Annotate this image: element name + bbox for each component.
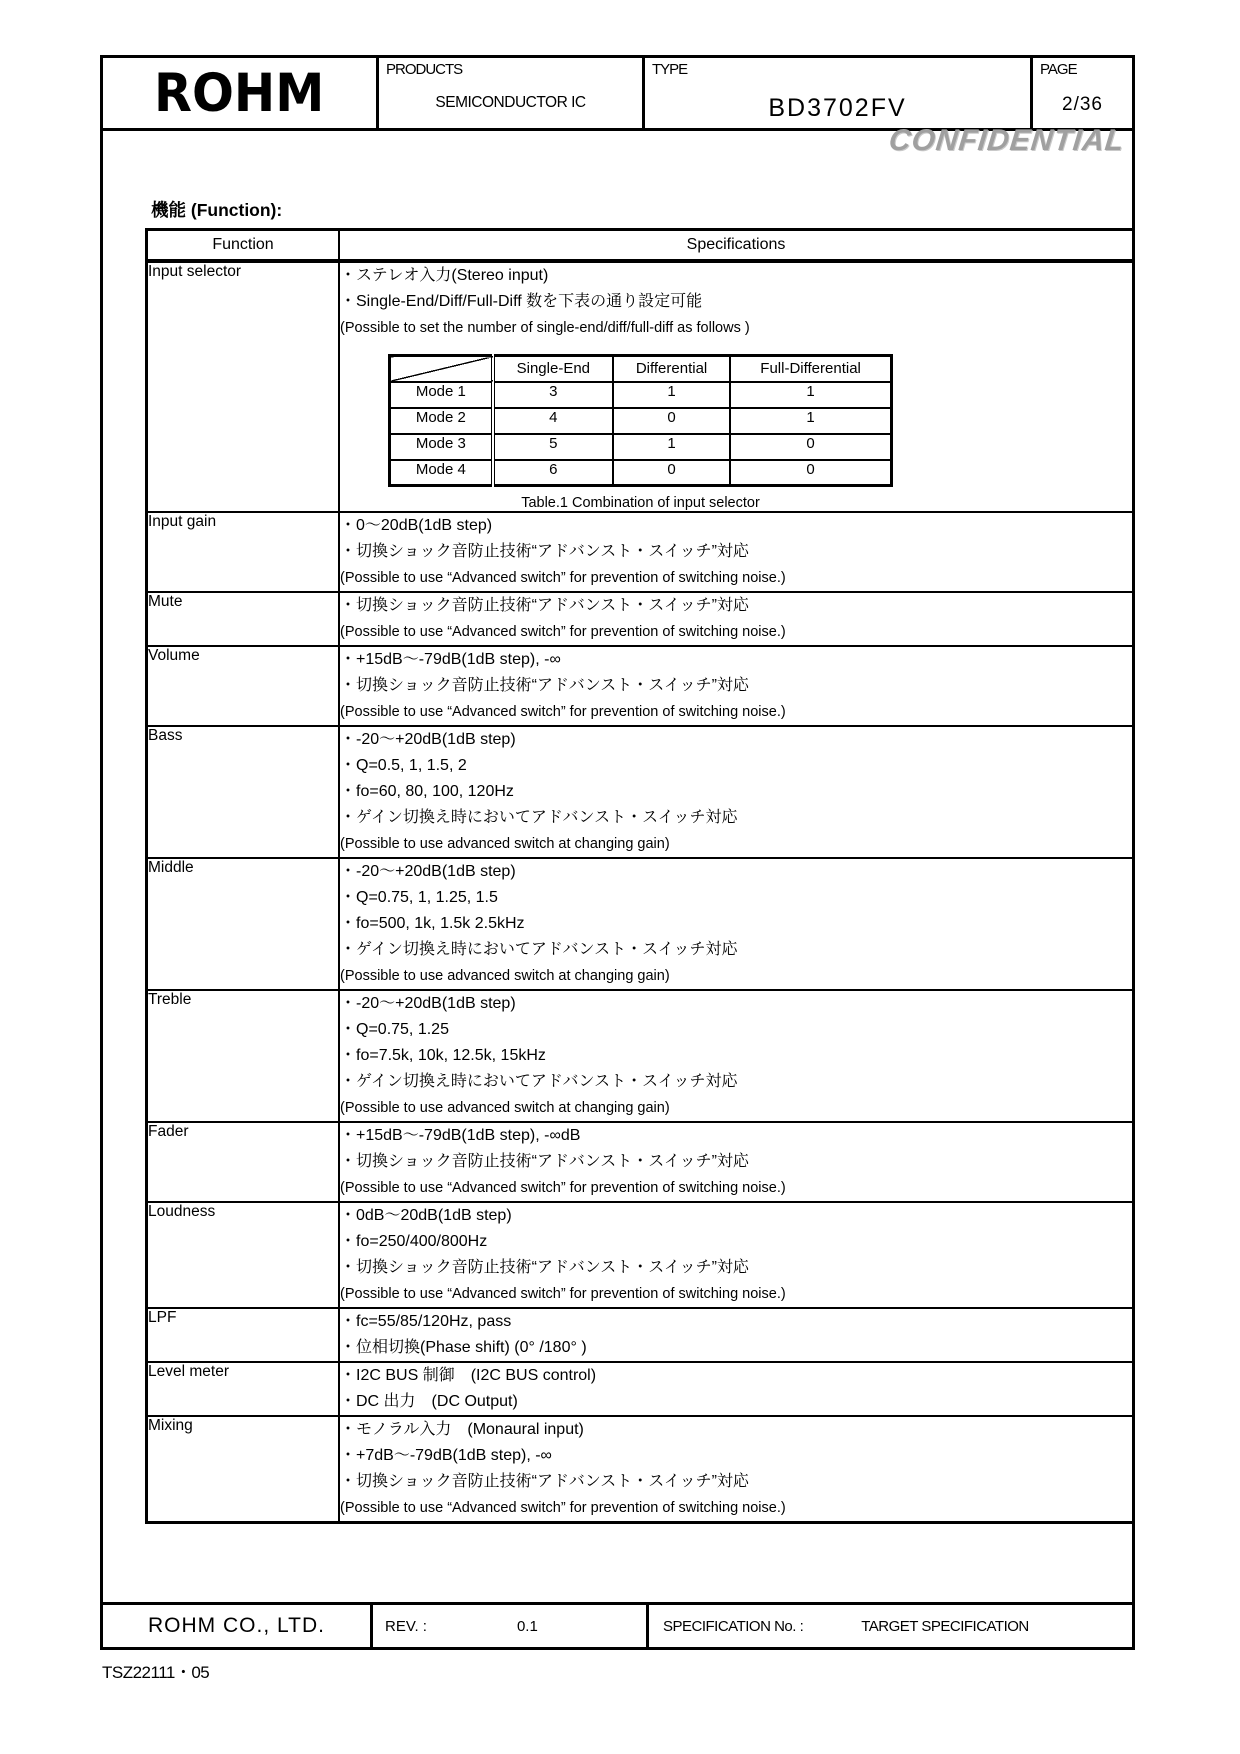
function-name: Middle xyxy=(147,858,340,990)
input-selector-row xyxy=(390,434,892,460)
input-selector-table xyxy=(388,354,893,487)
input-selector-col-header: Full-Differential xyxy=(730,356,891,382)
spec-line: ・fo=60, 80, 100, 120Hz xyxy=(340,783,514,800)
spec-line: ・切換ショック音防止技術“アドバンスト・スイッチ”対応 xyxy=(340,1153,749,1170)
spec-line: (Possible to use advanced switch at changing gain) xyxy=(340,836,670,852)
spec-row xyxy=(147,1416,1134,1523)
spec-line: (Possible to use “Advanced switch” for prevention of switching noise.) xyxy=(340,1286,786,1302)
mode-value: 0 xyxy=(613,460,730,486)
input-selector-col-header: Differential xyxy=(613,356,730,382)
spec-row xyxy=(147,592,1134,646)
mode-value: 0 xyxy=(730,434,891,460)
spec-line: (Possible to use advanced switch at changing gain) xyxy=(340,1100,670,1116)
specifications-cell xyxy=(339,646,1134,726)
spec-line: ・ゲイン切換え時においてアドバンスト・スイッチ対応 xyxy=(340,941,738,958)
rohm-logo xyxy=(103,58,379,128)
function-name: Fader xyxy=(147,1122,340,1202)
function-name: Mute xyxy=(147,592,340,646)
spec-line: ・+7dB～-79dB(1dB step), -∞ xyxy=(340,1447,552,1464)
spec-line: ・切換ショック音防止技術“アドバンスト・スイッチ”対応 xyxy=(340,597,749,614)
mode-value: 6 xyxy=(493,460,613,486)
spec-line: ・DC 出力 (DC Output) xyxy=(340,1393,518,1410)
type-cell xyxy=(645,58,1033,128)
mode-value: 4 xyxy=(493,408,613,434)
spec-line: ・-20～+20dB(1dB step) xyxy=(340,863,516,880)
spec-row xyxy=(147,261,1134,512)
mode-value: 1 xyxy=(730,382,891,408)
mode-value: 1 xyxy=(613,382,730,408)
spec-line: ・0dB～20dB(1dB step) xyxy=(340,1207,512,1224)
footer-block xyxy=(100,1602,1135,1650)
page-label: PAGE xyxy=(1040,61,1077,78)
spec-line: (Possible to use “Advanced switch” for prevention of switching noise.) xyxy=(340,704,786,720)
spec-line: (Possible to set the number of single-end/diff/full-diff as follows ) xyxy=(340,320,750,336)
specifications-cell xyxy=(339,1122,1134,1202)
function-spec-table xyxy=(145,228,1135,1524)
input-selector-header-row xyxy=(390,356,892,382)
spec-table-header-row xyxy=(147,230,1134,262)
spec-line: ・0～20dB(1dB step) xyxy=(340,517,493,534)
input-selector-table-wrap xyxy=(388,354,893,511)
page-cell xyxy=(1033,58,1132,128)
page-number: 2/36 xyxy=(1062,94,1103,115)
spec-line: ・fo=500, 1k, 1.5k 2.5kHz xyxy=(340,915,525,932)
specifications-cell xyxy=(339,592,1134,646)
spec-line: ・切換ショック音防止技術“アドバンスト・スイッチ”対応 xyxy=(340,543,749,560)
function-name: Loudness xyxy=(147,1202,340,1308)
company-name: ROHM CO., LTD. xyxy=(103,1605,373,1647)
spec-row xyxy=(147,858,1134,990)
spec-row xyxy=(147,1362,1134,1416)
type-label: TYPE xyxy=(652,61,688,78)
spec-line: ・切換ショック音防止技術“アドバンスト・スイッチ”対応 xyxy=(340,1473,749,1490)
revision-cell xyxy=(373,1605,649,1647)
input-selector-row xyxy=(390,460,892,486)
spec-line: (Possible to use advanced switch at changing gain) xyxy=(340,968,670,984)
spec-line: ・ステレオ入力(Stereo input) xyxy=(340,267,549,284)
spec-row xyxy=(147,990,1134,1122)
function-name: Bass xyxy=(147,726,340,858)
products-cell xyxy=(379,58,645,128)
mode-value: 1 xyxy=(730,408,891,434)
specifications-cell xyxy=(339,261,1134,512)
confidential-watermark: CONFIDENTIAL xyxy=(886,124,1126,157)
specifications-cell xyxy=(339,1416,1134,1523)
spec-row xyxy=(147,512,1134,592)
spec-line: ・Single-End/Diff/Full-Diff 数を下表の通り設定可能 xyxy=(340,293,703,310)
spec-line: ・I2C BUS 制御 (I2C BUS control) xyxy=(340,1367,597,1384)
spec-row xyxy=(147,1308,1134,1362)
function-name: Mixing xyxy=(147,1416,340,1523)
spec-row xyxy=(147,1122,1134,1202)
function-name: Input gain xyxy=(147,512,340,592)
function-name: Input selector xyxy=(147,261,340,512)
specifications-cell xyxy=(339,512,1134,592)
spec-line: (Possible to use “Advanced switch” for prevention of switching noise.) xyxy=(340,570,786,586)
spec-line: ・-20～+20dB(1dB step) xyxy=(340,995,516,1012)
specifications-cell xyxy=(339,1308,1134,1362)
spec-line: ・fo=7.5k, 10k, 12.5k, 15kHz xyxy=(340,1047,546,1064)
spec-line: ・+15dB～-79dB(1dB step), -∞dB xyxy=(340,1127,581,1144)
function-column-header: Function xyxy=(147,230,340,262)
spec-no-value: TARGET SPECIFICATION xyxy=(861,1617,1029,1635)
table-caption: Table.1 Combination of input selector xyxy=(521,495,760,511)
specifications-cell xyxy=(339,990,1134,1122)
section-title: 機能 (Function): xyxy=(151,200,283,220)
spec-line: ・Q=0.75, 1, 1.25, 1.5 xyxy=(340,889,498,906)
spec-line: ・切換ショック音防止技術“アドバンスト・スイッチ”対応 xyxy=(340,1259,749,1276)
mode-value: 3 xyxy=(493,382,613,408)
specifications-cell xyxy=(339,726,1134,858)
spec-row xyxy=(147,1202,1134,1308)
specifications-cell xyxy=(339,858,1134,990)
specifications-column-header: Specifications xyxy=(339,230,1134,262)
products-value: SEMICONDUCTOR IC xyxy=(435,94,586,111)
spec-line: ・位相切換(Phase shift) (0° /180° ) xyxy=(340,1339,587,1356)
rev-label: REV. : xyxy=(385,1617,427,1635)
spec-line: ・fo=250/400/800Hz xyxy=(340,1233,488,1250)
spec-line: (Possible to use “Advanced switch” for prevention of switching noise.) xyxy=(340,624,786,640)
rev-value: 0.1 xyxy=(516,1617,538,1635)
doc-code: TSZ22111・05 xyxy=(102,1663,210,1682)
diagonal-corner-cell xyxy=(390,356,493,382)
title-block xyxy=(103,58,1132,131)
specifications-cell xyxy=(339,1202,1134,1308)
spec-no-cell xyxy=(649,1605,1132,1647)
spec-row xyxy=(147,726,1134,858)
mode-label: Mode 2 xyxy=(390,408,493,434)
function-name: Treble xyxy=(147,990,340,1122)
spec-line: ・Q=0.5, 1, 1.5, 2 xyxy=(340,757,467,774)
spec-row xyxy=(147,646,1134,726)
mode-value: 1 xyxy=(613,434,730,460)
spec-line: ・ゲイン切換え時においてアドバンスト・スイッチ対応 xyxy=(340,1073,738,1090)
mode-value: 0 xyxy=(730,460,891,486)
spec-line: (Possible to use “Advanced switch” for prevention of switching noise.) xyxy=(340,1180,786,1196)
spec-line: ・fc=55/85/120Hz, pass xyxy=(340,1313,512,1330)
input-selector-row xyxy=(390,408,892,434)
spec-line: ・Q=0.75, 1.25 xyxy=(340,1021,449,1038)
mode-value: 5 xyxy=(493,434,613,460)
spec-line: (Possible to use “Advanced switch” for prevention of switching noise.) xyxy=(340,1500,786,1516)
spec-no-label: SPECIFICATION No. : xyxy=(663,1617,804,1635)
function-name: Level meter xyxy=(147,1362,340,1416)
mode-label: Mode 1 xyxy=(390,382,493,408)
specifications-cell xyxy=(339,1362,1134,1416)
spec-line: ・-20～+20dB(1dB step) xyxy=(340,731,516,748)
mode-label: Mode 4 xyxy=(390,460,493,486)
products-label: PRODUCTS xyxy=(386,61,463,78)
type-value: BD3702FV xyxy=(768,94,907,122)
spec-line: ・切換ショック音防止技術“アドバンスト・スイッチ”対応 xyxy=(340,677,749,694)
mode-value: 0 xyxy=(613,408,730,434)
rohm-logo-text: ROHM xyxy=(154,62,325,124)
function-name: LPF xyxy=(147,1308,340,1362)
spec-line: ・モノラル入力 (Monaural input) xyxy=(340,1421,584,1438)
mode-label: Mode 3 xyxy=(390,434,493,460)
input-selector-row xyxy=(390,382,892,408)
function-name: Volume xyxy=(147,646,340,726)
spec-line: ・+15dB～-79dB(1dB step), -∞ xyxy=(340,651,561,668)
input-selector-col-header: Single-End xyxy=(493,356,613,382)
spec-line: ・ゲイン切換え時においてアドバンスト・スイッチ対応 xyxy=(340,809,738,826)
